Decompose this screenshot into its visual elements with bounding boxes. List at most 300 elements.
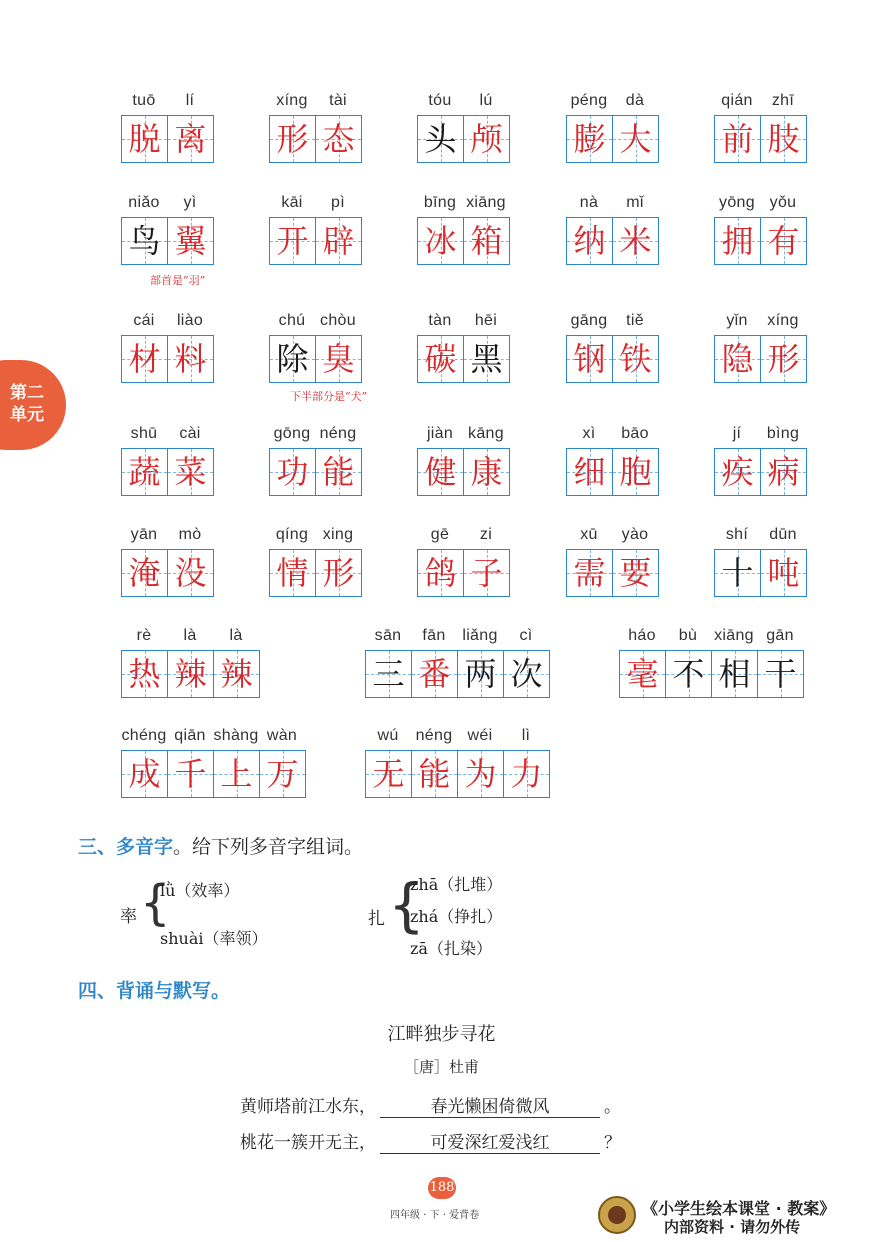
tianzige-cell: [270, 550, 316, 596]
word-pinyin: [121, 425, 214, 445]
pinyin-syllable: qián: [721, 92, 753, 109]
word-pinyin: [121, 194, 214, 214]
pinyin-syllable: zi: [479, 526, 493, 543]
polyphone-char: 扎: [368, 909, 385, 929]
pinyin-syllable: néng: [319, 425, 357, 442]
hanzi-character: 功: [276, 453, 309, 491]
word-pinyin: [269, 312, 362, 332]
hanzi-character: 米: [619, 222, 652, 260]
pinyin-syllable: qiān: [174, 727, 206, 744]
word-item: [417, 526, 510, 597]
poem-line-2-answer[interactable]: 可爱深红爱浅红: [380, 1128, 600, 1154]
tianzige-cell: [122, 751, 168, 797]
tianzige-grid: [566, 115, 659, 163]
word-item: [714, 425, 807, 496]
hanzi-character: 能: [418, 755, 451, 793]
word-item: [269, 425, 362, 496]
tianzige-grid: [365, 750, 550, 798]
word-item: [269, 526, 362, 597]
tianzige-cell: [168, 550, 214, 596]
pinyin-syllable: zhī: [771, 92, 795, 109]
pinyin-syllable: jiàn: [426, 425, 454, 442]
hanzi-character: 吨: [767, 554, 800, 592]
tianzige-cell: [504, 651, 550, 697]
hanzi-character: 辣: [220, 655, 253, 693]
poem-line-1-prefix: 黄师塔前江水东，: [240, 1097, 376, 1117]
tianzige-cell: [366, 751, 412, 797]
tianzige-grid: [269, 549, 362, 597]
tianzige-cell: [761, 336, 807, 382]
tianzige-cell: [214, 751, 260, 797]
pinyin-syllable: là: [183, 627, 197, 644]
unit-tab-line1: 第二: [10, 383, 44, 403]
tianzige-cell: [122, 550, 168, 596]
hanzi-character: 三: [372, 655, 405, 693]
tianzige-grid: [269, 335, 362, 383]
pinyin-syllable: là: [229, 627, 243, 644]
pinyin-syllable: shū: [130, 425, 158, 442]
hanzi-character: 大: [619, 120, 652, 158]
word-pinyin: [566, 425, 659, 445]
hanzi-character: 辟: [322, 222, 355, 260]
word-pinyin: [566, 194, 659, 214]
tianzige-cell: [464, 550, 510, 596]
hanzi-character: 碳: [424, 340, 457, 378]
word-pinyin: [365, 627, 550, 647]
tianzige-grid: [714, 217, 807, 265]
pinyin-syllable: tóu: [428, 92, 452, 109]
tianzige-cell: [168, 116, 214, 162]
word-pinyin: [121, 312, 214, 332]
hanzi-character: 菜: [174, 453, 207, 491]
tianzige-grid: [714, 115, 807, 163]
pinyin-syllable: yào: [621, 526, 649, 543]
word-pinyin: [365, 727, 550, 747]
hanzi-character: 不: [672, 655, 705, 693]
pinyin-syllable: liào: [176, 312, 204, 329]
hanzi-character: 健: [424, 453, 457, 491]
hanzi-character: 次: [510, 655, 543, 693]
pinyin-syllable: cài: [179, 425, 201, 442]
hanzi-character: 开: [276, 222, 309, 260]
note-chu-chou: 下半部分是“犬”: [290, 390, 368, 403]
tianzige-grid: [121, 448, 214, 496]
tianzige-grid: [714, 549, 807, 597]
pinyin-syllable: shàng: [213, 727, 259, 744]
tianzige-cell: [418, 116, 464, 162]
hanzi-character: 膨: [573, 120, 606, 158]
word-pinyin: [714, 526, 807, 546]
pinyin-syllable: gōng: [273, 425, 311, 442]
tianzige-cell: [168, 218, 214, 264]
hanzi-character: 相: [718, 655, 751, 693]
pinyin-syllable: yǐn: [726, 312, 748, 329]
word-item: [566, 526, 659, 597]
tianzige-cell: [316, 550, 362, 596]
tianzige-cell: [620, 651, 666, 697]
tianzige-cell: [567, 218, 613, 264]
hanzi-character: 形: [276, 120, 309, 158]
tianzige-grid: [121, 115, 214, 163]
hanzi-character: 胞: [619, 453, 652, 491]
hanzi-character: 热: [128, 655, 161, 693]
pinyin-syllable: wàn: [266, 727, 298, 744]
hanzi-character: 康: [470, 453, 503, 491]
tianzige-cell: [418, 449, 464, 495]
tianzige-cell: [666, 651, 712, 697]
word-item: [269, 194, 362, 265]
tianzige-grid: [714, 335, 807, 383]
tianzige-cell: [715, 218, 761, 264]
tianzige-grid: [619, 650, 804, 698]
tianzige-grid: [417, 549, 510, 597]
tianzige-grid: [121, 335, 214, 383]
pinyin-syllable: gē: [430, 526, 450, 543]
word-item: [121, 92, 214, 163]
pinyin-syllable: bāo: [621, 425, 649, 442]
hanzi-character: 子: [470, 554, 503, 592]
word-item: [121, 312, 214, 383]
hanzi-character: 万: [266, 755, 299, 793]
word-item: [566, 425, 659, 496]
tianzige-grid: [417, 115, 510, 163]
tianzige-cell: [715, 116, 761, 162]
word-item: [619, 627, 804, 698]
pinyin-syllable: xiāng: [466, 194, 506, 211]
tianzige-cell: [464, 449, 510, 495]
polyphone-char: 率: [120, 907, 137, 927]
word-pinyin: [121, 627, 260, 647]
pinyin-syllable: qíng: [275, 526, 309, 543]
hanzi-character: 纳: [573, 222, 606, 260]
hanzi-character: 疾: [721, 453, 754, 491]
tianzige-cell: [464, 218, 510, 264]
hanzi-character: 两: [464, 655, 497, 693]
pinyin-syllable: xiāng: [714, 627, 754, 644]
pinyin-syllable: xing: [322, 526, 354, 543]
word-pinyin: [714, 92, 807, 112]
word-item: [121, 627, 260, 698]
unit-tab-line2: 单元: [10, 405, 44, 425]
hanzi-character: 上: [220, 755, 253, 793]
hanzi-character: 毫: [626, 655, 659, 693]
poem-line-2-end: ？: [604, 1133, 621, 1153]
hanzi-character: 材: [128, 340, 161, 378]
pinyin-syllable: tàn: [428, 312, 452, 329]
hanzi-character: 箱: [470, 222, 503, 260]
tianzige-cell: [412, 751, 458, 797]
pinyin-syllable: mò: [178, 526, 202, 543]
pinyin-syllable: sān: [374, 627, 402, 644]
hanzi-character: 为: [464, 755, 497, 793]
word-pinyin: [417, 194, 510, 214]
hanzi-character: 番: [418, 655, 451, 693]
pinyin-syllable: dūn: [769, 526, 797, 543]
tianzige-cell: [270, 218, 316, 264]
word-item: [365, 627, 550, 698]
word-pinyin: [417, 92, 510, 112]
hanzi-character: 铁: [619, 340, 652, 378]
hanzi-character: 能: [322, 453, 355, 491]
tianzige-cell: [613, 116, 659, 162]
hanzi-character: 钢: [573, 340, 606, 378]
pinyin-syllable: tuō: [132, 92, 156, 109]
tianzige-cell: [613, 449, 659, 495]
tianzige-cell: [567, 336, 613, 382]
tianzige-cell: [712, 651, 758, 697]
hanzi-character: 颅: [470, 120, 503, 158]
footer-brand: 《小学生绘本课堂 · 教案》: [642, 1199, 836, 1218]
section-4-number: 四、: [78, 980, 117, 1002]
hanzi-character: 千: [174, 755, 207, 793]
word-item: [566, 194, 659, 265]
hanzi-character: 态: [322, 120, 355, 158]
hanzi-character: 料: [174, 340, 207, 378]
unit-tab: [0, 360, 66, 450]
pinyin-syllable: néng: [415, 727, 453, 744]
pinyin-syllable: xíng: [767, 312, 799, 329]
hanzi-character: 离: [174, 120, 207, 158]
hanzi-character: 成: [128, 755, 161, 793]
word-item: [269, 312, 362, 383]
tianzige-cell: [412, 651, 458, 697]
word-pinyin: [269, 92, 362, 112]
word-pinyin: [714, 194, 807, 214]
tianzige-cell: [761, 218, 807, 264]
hanzi-character: 要: [619, 554, 652, 592]
pinyin-syllable: hēi: [474, 312, 498, 329]
tianzige-cell: [168, 336, 214, 382]
pinyin-syllable: jí: [732, 425, 742, 442]
word-item: [417, 194, 510, 265]
hanzi-character: 十: [721, 554, 754, 592]
pinyin-syllable: chú: [278, 312, 306, 329]
pinyin-syllable: rè: [136, 627, 152, 644]
tianzige-cell: [418, 550, 464, 596]
word-item: [714, 194, 807, 265]
tianzige-grid: [566, 448, 659, 496]
pinyin-syllable: dà: [625, 92, 645, 109]
tianzige-cell: [316, 336, 362, 382]
poem-line-1-end: 。: [604, 1097, 621, 1117]
word-pinyin: [417, 312, 510, 332]
word-item: [566, 312, 659, 383]
poem-line-2-prefix: 桃花一簇开无主，: [240, 1133, 376, 1153]
tianzige-grid: [121, 549, 214, 597]
word-item: [417, 92, 510, 163]
word-item: [417, 425, 510, 496]
word-item: [121, 727, 306, 798]
word-pinyin: [269, 194, 362, 214]
tianzige-cell: [122, 449, 168, 495]
brace-icon: {: [140, 875, 171, 931]
pinyin-syllable: bīng: [423, 194, 457, 211]
pinyin-syllable: xì: [582, 425, 596, 442]
pinyin-syllable: shí: [725, 526, 749, 543]
section-4-title: 背诵与默写: [116, 980, 212, 1002]
tianzige-cell: [567, 550, 613, 596]
hanzi-character: 鸽: [424, 554, 457, 592]
tianzige-cell: [761, 550, 807, 596]
word-pinyin: [121, 727, 306, 747]
word-pinyin: [121, 92, 214, 112]
tianzige-cell: [458, 751, 504, 797]
tianzige-cell: [316, 218, 362, 264]
hanzi-character: 淹: [128, 554, 161, 592]
pinyin-syllable: xíng: [276, 92, 308, 109]
page-number: 188: [428, 1177, 456, 1199]
hanzi-character: 病: [767, 453, 800, 491]
hanzi-character: 无: [372, 755, 405, 793]
tianzige-cell: [464, 336, 510, 382]
tianzige-grid: [121, 750, 306, 798]
pinyin-syllable: chéng: [121, 727, 167, 744]
tianzige-cell: [270, 336, 316, 382]
word-pinyin: [417, 425, 510, 445]
word-item: [121, 526, 214, 597]
tianzige-grid: [417, 217, 510, 265]
pinyin-syllable: lí: [185, 92, 195, 109]
pinyin-syllable: liǎng: [462, 627, 498, 644]
tianzige-cell: [270, 449, 316, 495]
tianzige-cell: [122, 336, 168, 382]
hanzi-character: 臭: [322, 340, 355, 378]
tianzige-grid: [417, 335, 510, 383]
tianzige-cell: [715, 449, 761, 495]
tianzige-grid: [417, 448, 510, 496]
pinyin-syllable: bù: [678, 627, 698, 644]
hanzi-character: 辣: [174, 655, 207, 693]
tianzige-grid: [121, 650, 260, 698]
tianzige-cell: [214, 651, 260, 697]
word-item: [269, 92, 362, 163]
tianzige-cell: [758, 651, 804, 697]
pinyin-syllable: mǐ: [626, 194, 644, 211]
hanzi-character: 前: [721, 120, 754, 158]
tianzige-cell: [418, 218, 464, 264]
tianzige-cell: [761, 116, 807, 162]
hanzi-character: 脱: [128, 120, 161, 158]
word-pinyin: [566, 92, 659, 112]
word-item: [365, 727, 550, 798]
hanzi-character: 没: [174, 554, 207, 592]
pinyin-syllable: péng: [570, 92, 608, 109]
polyphone-option: zā（扎染）: [410, 939, 492, 958]
pinyin-syllable: yān: [130, 526, 158, 543]
word-item: [417, 312, 510, 383]
pinyin-syllable: yì: [183, 194, 197, 211]
pinyin-syllable: yōng: [719, 194, 755, 211]
polyphone-option: zhá（挣扎）: [410, 907, 503, 926]
pinyin-syllable: wéi: [467, 727, 493, 744]
tianzige-grid: [714, 448, 807, 496]
pinyin-syllable: kāng: [468, 425, 504, 442]
hanzi-character: 拥: [721, 222, 754, 260]
word-item: [121, 194, 214, 265]
tianzige-cell: [715, 550, 761, 596]
hanzi-character: 蔬: [128, 453, 161, 491]
tianzige-cell: [122, 116, 168, 162]
tianzige-cell: [458, 651, 504, 697]
pinyin-syllable: bìng: [766, 425, 800, 442]
pinyin-syllable: gān: [766, 627, 794, 644]
tianzige-grid: [566, 549, 659, 597]
tianzige-grid: [121, 217, 214, 265]
hanzi-character: 干: [764, 655, 797, 693]
pinyin-syllable: háo: [628, 627, 656, 644]
pinyin-syllable: lú: [479, 92, 493, 109]
hanzi-character: 肢: [767, 120, 800, 158]
tianzige-cell: [316, 449, 362, 495]
pinyin-syllable: cái: [133, 312, 155, 329]
brand-logo-icon: [598, 1196, 636, 1234]
hanzi-character: 鸟: [128, 222, 161, 260]
polyphone-option: lǜ（效率）: [160, 881, 240, 900]
pinyin-syllable: gāng: [570, 312, 608, 329]
tianzige-grid: [269, 217, 362, 265]
hanzi-character: 需: [573, 554, 606, 592]
poem-line-1-answer[interactable]: 春光懒困倚微风: [380, 1092, 600, 1118]
tianzige-grid: [566, 335, 659, 383]
pinyin-syllable: cì: [519, 627, 533, 644]
tianzige-cell: [418, 336, 464, 382]
tianzige-cell: [168, 751, 214, 797]
poem-author: ［唐］杜甫: [403, 1058, 479, 1076]
word-pinyin: [417, 526, 510, 546]
pinyin-syllable: chòu: [320, 312, 356, 329]
footer-note: 内部资料 · 请勿外传: [664, 1218, 801, 1236]
tianzige-cell: [366, 651, 412, 697]
footer-grade: 四年级 · 下 · 爱背卷: [390, 1210, 480, 1221]
tianzige-cell: [168, 651, 214, 697]
hanzi-character: 除: [276, 340, 309, 378]
hanzi-character: 形: [767, 340, 800, 378]
tianzige-cell: [567, 116, 613, 162]
tianzige-cell: [168, 449, 214, 495]
section-3-heading: [78, 832, 363, 859]
word-pinyin: [566, 526, 659, 546]
tianzige-cell: [715, 336, 761, 382]
tianzige-cell: [613, 550, 659, 596]
tianzige-cell: [761, 449, 807, 495]
section-3-title: 多音字: [116, 836, 174, 858]
poem-line-1: [240, 1092, 621, 1118]
poem-line-2: [240, 1128, 621, 1154]
section-4-tail: 。: [211, 980, 231, 1002]
pinyin-syllable: tài: [329, 92, 347, 109]
tianzige-cell: [122, 651, 168, 697]
note-niao-yi: 部首是“羽”: [150, 274, 206, 287]
tianzige-grid: [269, 448, 362, 496]
poem-title: 江畔独步寻花: [387, 1024, 496, 1045]
word-pinyin: [269, 425, 362, 445]
polyphone-option: shuài（率领）: [160, 929, 268, 948]
hanzi-character: 头: [424, 120, 457, 158]
pinyin-syllable: xū: [580, 526, 598, 543]
pinyin-syllable: lì: [521, 727, 531, 744]
pinyin-syllable: niǎo: [128, 194, 160, 211]
hanzi-character: 力: [510, 755, 543, 793]
polyphone-option: zhā（扎堆）: [410, 875, 503, 894]
pinyin-syllable: tiě: [626, 312, 644, 329]
tianzige-cell: [316, 116, 362, 162]
tianzige-cell: [567, 449, 613, 495]
word-pinyin: [269, 526, 362, 546]
hanzi-character: 冰: [424, 222, 457, 260]
tianzige-cell: [122, 218, 168, 264]
pinyin-syllable: yǒu: [769, 194, 797, 211]
hanzi-character: 黑: [470, 340, 503, 378]
